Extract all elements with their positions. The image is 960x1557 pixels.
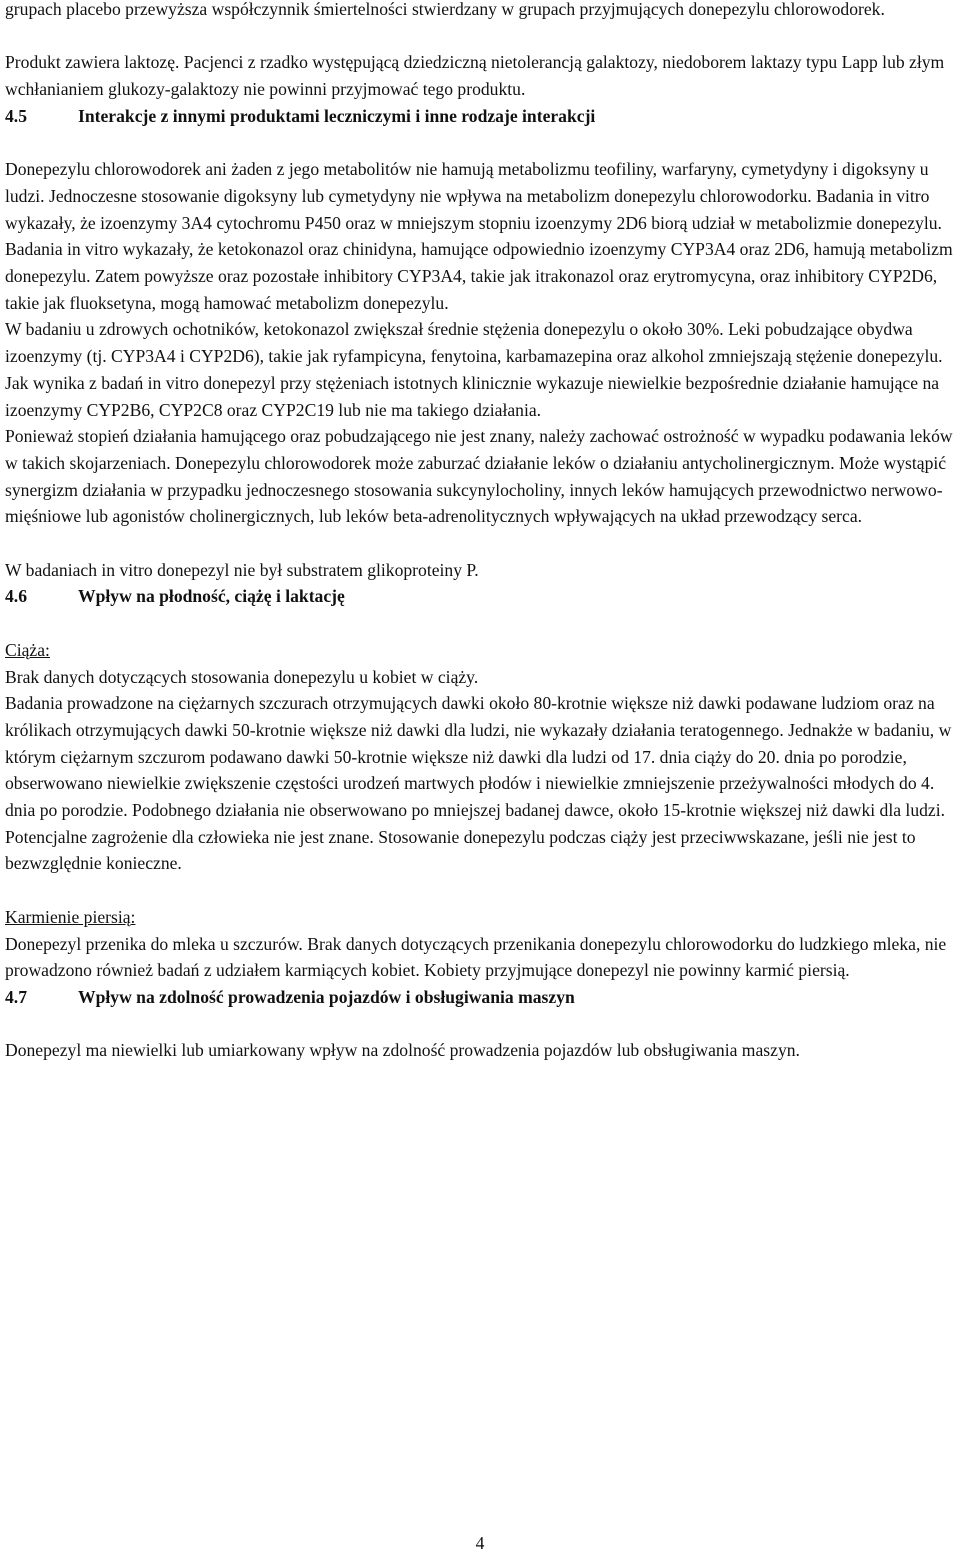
- section-title: Wpływ na płodność, ciążę i laktację: [78, 586, 345, 607]
- section-title: Interakcje z innymi produktami leczniczymi i inne rodzaje interakcji: [78, 105, 596, 126]
- paragraph-placebo-mortality: grupach placebo przewyższa współczynnik śmiertelności stwierdzany w grupach przyjmujących donepezylu chlorowodorek.: [5, 0, 885, 19]
- subheading-pregnancy: Ciąża:: [5, 639, 50, 660]
- page-number: 4: [475, 1533, 485, 1553]
- section-heading-4-7: [5, 984, 957, 1011]
- paragraph-interactions-3: W badaniu u zdrowych ochotników, ketokonazol zwiększał średnie stężenia donepezylu o około 30%. Leki pobudzające obydwa izoenzymy (tj. CYP3A4 i CYP2D6), takie jak ryfampicyna, fenytoina, karbamazepina oraz alkohol zmniejszają stężenie donepezylu. Jak wynika z badań in vitro donepezyl przy stężeniach istotnych klinicznie wykazuje niewielkie bezpośrednie działanie hamujące na izoenzymy CYP2B6, CYP2C8 oraz CYP2C19 lub nie ma takiego działania.: [5, 319, 943, 420]
- section-heading-4-6: [5, 583, 957, 610]
- paragraph-interactions-5: W badaniach in vitro donepezyl nie był substratem glikoproteiny P.: [5, 559, 479, 580]
- section-number: 4.7: [5, 986, 27, 1007]
- subheading-breastfeeding: Karmienie piersią:: [5, 906, 136, 927]
- paragraph-pregnancy-2: Badania prowadzone na ciężarnych szczurach otrzymujących dawki około 80-krotnie większe niż dawki podawane ludziom oraz na królikach otrzymujących dawki 50-krotnie większe niż dawki dla ludzi, nie wykazały działania teratogennego. Jednakże w badaniu, w którym ciężarnym szczurom podawano dawki 50-krotnie większe niż dawki dla ludzi od 17. dnia ciąży do 20. dnia po porodzie, obserwowano niewielkie zwiększenie częstości urodzeń martwych płodów i niewielkie zmniejszenie przeżywalności młodych do 4. dnia po porodzie. Podobnego działania nie obserwowano po mniejszej badanej dawce, około 15-krotnie większej niż dawki dla ludzi. Potencjalne zagrożenie dla człowieka nie jest znane. Stosowanie donepezylu podczas ciąży jest przeciwwskazane, jeśli nie jest to bezwzględnie konieczne.: [5, 693, 952, 874]
- paragraph-breastfeeding: Donepezyl przenika do mleka u szczurów. Brak danych dotyczących przenikania donepezylu chlorowodorku do ludzkiego mleka, nie prowadzono również badań z udziałem karmiących kobiet. Kobiety przyjmujące donepezyl nie powinny karmić piersią.: [5, 933, 947, 981]
- document-page: [5, 0, 957, 1064]
- paragraph-interactions-4: Ponieważ stopień działania hamującego oraz pobudzającego nie jest znany, należy zachować ostrożność w wypadku podawania leków w takich skojarzeniach. Donepezylu chlorowodorek może zaburzać działanie leków o działaniu antycholinergicznym. Może wystąpić synergizm działania w przypadku jednoczesnego stosowania sukcynylocholiny, innych leków hamujących przewodnictwo nerwowo-mięśniowe lub agonistów cholinergicznych, lub leków beta-adrenolitycznych wpływających na układ przewodzący serca.: [5, 426, 953, 527]
- section-number: 4.5: [5, 105, 27, 126]
- paragraph-interactions-2: Badania in vitro wykazały, że ketokonazol oraz chinidyna, hamujące odpowiednio izoenzymy CYP3A4 oraz 2D6, hamują metabolizm donepezylu. Zatem powyższe oraz pozostałe inhibitory CYP3A4, takie jak itrakonazol oraz erytromycyna, oraz inhibitory CYP2D6, takie jak fluoksetyna, mogą hamować metabolizm donepezylu.: [5, 239, 953, 313]
- section-number: 4.6: [5, 586, 27, 607]
- section-heading-4-5: [5, 103, 957, 130]
- paragraph-driving: Donepezyl ma niewielki lub umiarkowany wpływ na zdolność prowadzenia pojazdów lub obsługiwania maszyn.: [5, 1040, 800, 1061]
- paragraph-interactions-1: Donepezylu chlorowodorek ani żaden z jego metabolitów nie hamują metabolizmu teofiliny, warfaryny, cymetydyny i digoksyny u ludzi. Jednoczesne stosowanie digoksyny lub cymetydyny nie wpływa na metabolizm donepezylu chlorowodorku. Badania in vitro wykazały, że izoenzymy 3A4 cytochromu P450 oraz w mniejszym stopniu izoenzymy 2D6 biorą udział w metabolizmie donepezylu.: [5, 159, 942, 233]
- section-title: Wpływ na zdolność prowadzenia pojazdów i obsługiwania maszyn: [78, 986, 575, 1007]
- paragraph-pregnancy-1: Brak danych dotyczących stosowania donepezylu u kobiet w ciąży.: [5, 666, 479, 687]
- paragraph-lactose: Produkt zawiera laktozę. Pacjenci z rzadko występującą dziedziczną nietolerancją galaktozy, niedoborem laktazy typu Lapp lub złym wchłanianiem glukozy-galaktozy nie powinni przyjmować tego produktu.: [5, 52, 945, 100]
